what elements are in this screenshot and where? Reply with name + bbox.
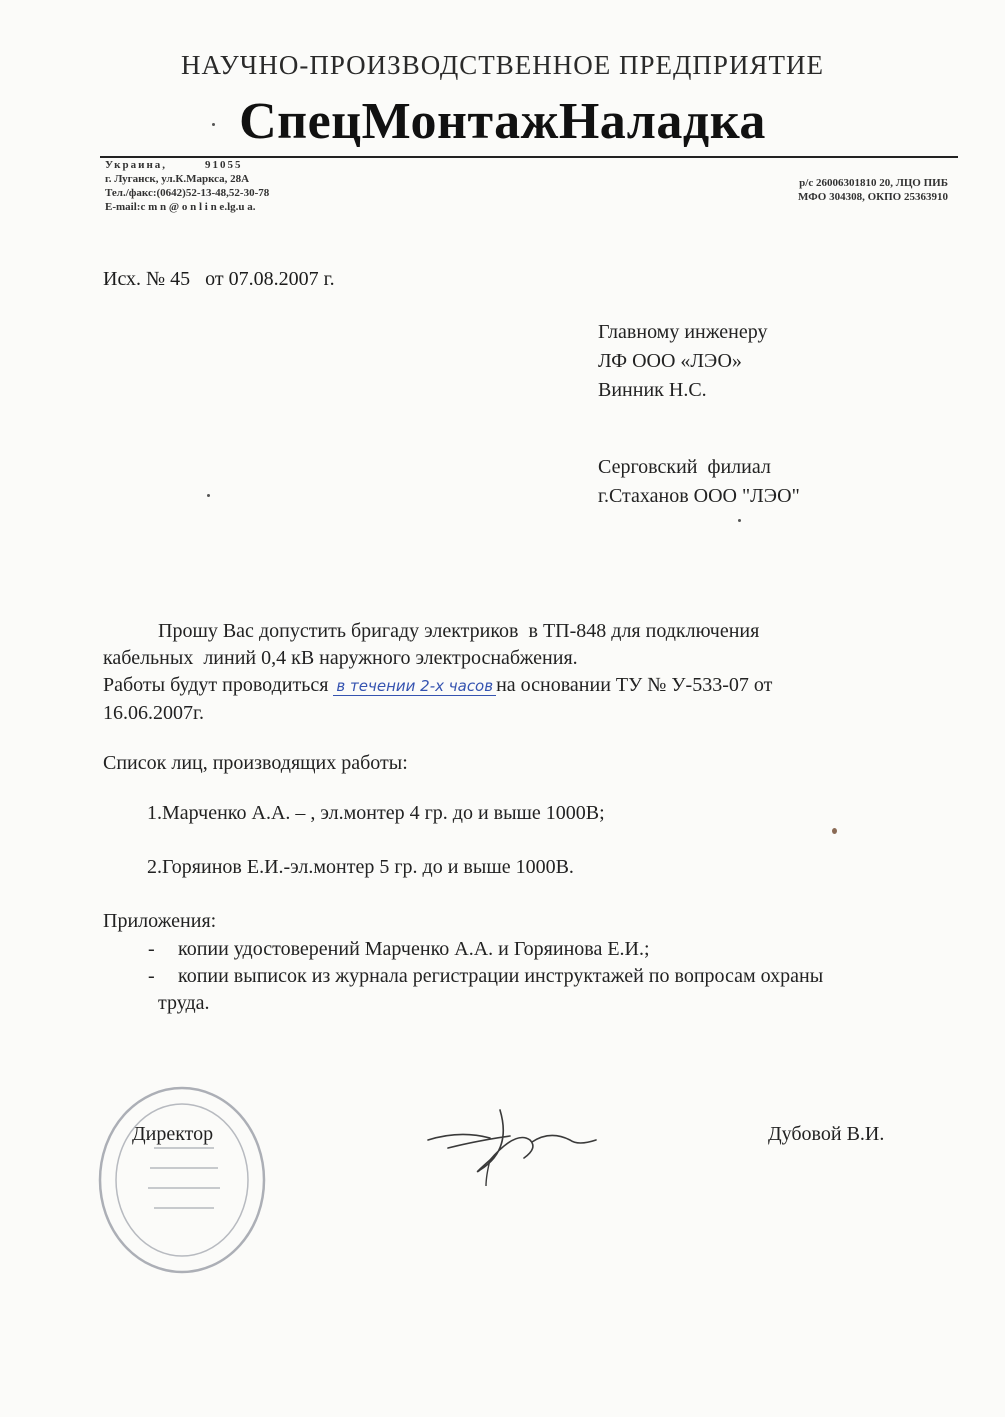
attachment-item-1	[148, 936, 650, 963]
paragraph-line-3	[103, 672, 772, 700]
round-stamp-icon	[92, 1080, 272, 1280]
recipient-position: Главному инженеру	[598, 321, 768, 343]
recipient-name: Винник Н.С.	[598, 379, 707, 401]
bank-codes: МФО 304308, ОКПО 25363910	[797, 191, 948, 203]
paragraph-line-1: Прошу Вас допустить бригаду электриков в ТП-848 для подключения	[158, 620, 760, 642]
attachment-item-2	[148, 963, 823, 1017]
paragraph-line-3-start: Работы будут проводиться	[103, 674, 334, 696]
paragraph-line-2: кабельных линий 0,4 кВ наружного электроснабжения.	[103, 647, 578, 669]
address-street: г. Луганск, ул.К.Маркса, 28А	[105, 173, 250, 185]
organization-type: НАУЧНО-ПРОИЗВОДСТВЕННОЕ ПРЕДПРИЯТИЕ	[181, 50, 824, 80]
paragraph-line-3-end: на основании ТУ № У-533-07 от	[496, 674, 773, 696]
director-title: Директор	[132, 1123, 214, 1145]
paragraph-line-4: 16.06.2007г.	[103, 702, 204, 724]
signer-name: Дубовой В.И.	[768, 1123, 885, 1145]
worker-item-2: 2.Горяинов Е.И.-эл.монтер 5 гр. до и выше 1000В.	[147, 856, 574, 878]
attachment-dash: -	[148, 938, 155, 960]
phone-fax: Тел./факс:(0642)52-13-48,52-30-78	[105, 187, 270, 199]
signature-icon	[420, 1100, 605, 1190]
attachment-text: копии удостоверений Марченко А.А. и Горяинова Е.И.;	[178, 938, 650, 960]
recipient-block	[598, 318, 768, 405]
paper-speck	[212, 123, 215, 126]
outgoing-number: Исх. № 45 от 07.08.2007 г.	[103, 268, 335, 290]
branch-city: г.Стаханов ООО "ЛЭО"	[598, 485, 800, 507]
branch-name: Серговский филиал	[598, 456, 771, 478]
paper-speck	[207, 494, 210, 497]
address-country: Украина, 91055	[105, 159, 243, 171]
bank-details	[798, 176, 948, 204]
handwritten-insert: в течении 2-х часов	[333, 677, 496, 696]
attachment-dash: -	[148, 965, 155, 987]
workers-list-title: Список лиц, производящих работы:	[103, 752, 408, 774]
paper-speck	[832, 828, 837, 834]
paper-speck	[738, 519, 741, 522]
contact-block	[105, 158, 269, 214]
recipient-company: ЛФ ООО «ЛЭО»	[598, 350, 742, 372]
attachments-title: Приложения:	[103, 910, 217, 932]
attachment-text-continued: труда.	[158, 992, 210, 1014]
bank-account: р/с 26006301810 20, ЛЦО ПИБ	[799, 177, 948, 189]
worker-item-1: 1.Марченко А.А. – , эл.монтер 4 гр. до и выше 1000В;	[147, 802, 605, 824]
email: E-mail:c m n @ o n l i n e.lg.u a.	[105, 201, 256, 213]
request-paragraph	[103, 618, 772, 727]
attachment-text: копии выписок из журнала регистрации инструктажей по вопросам охраны	[178, 965, 824, 987]
branch-block	[598, 453, 800, 511]
organization-name: СпецМонтажНаладка	[239, 93, 766, 150]
